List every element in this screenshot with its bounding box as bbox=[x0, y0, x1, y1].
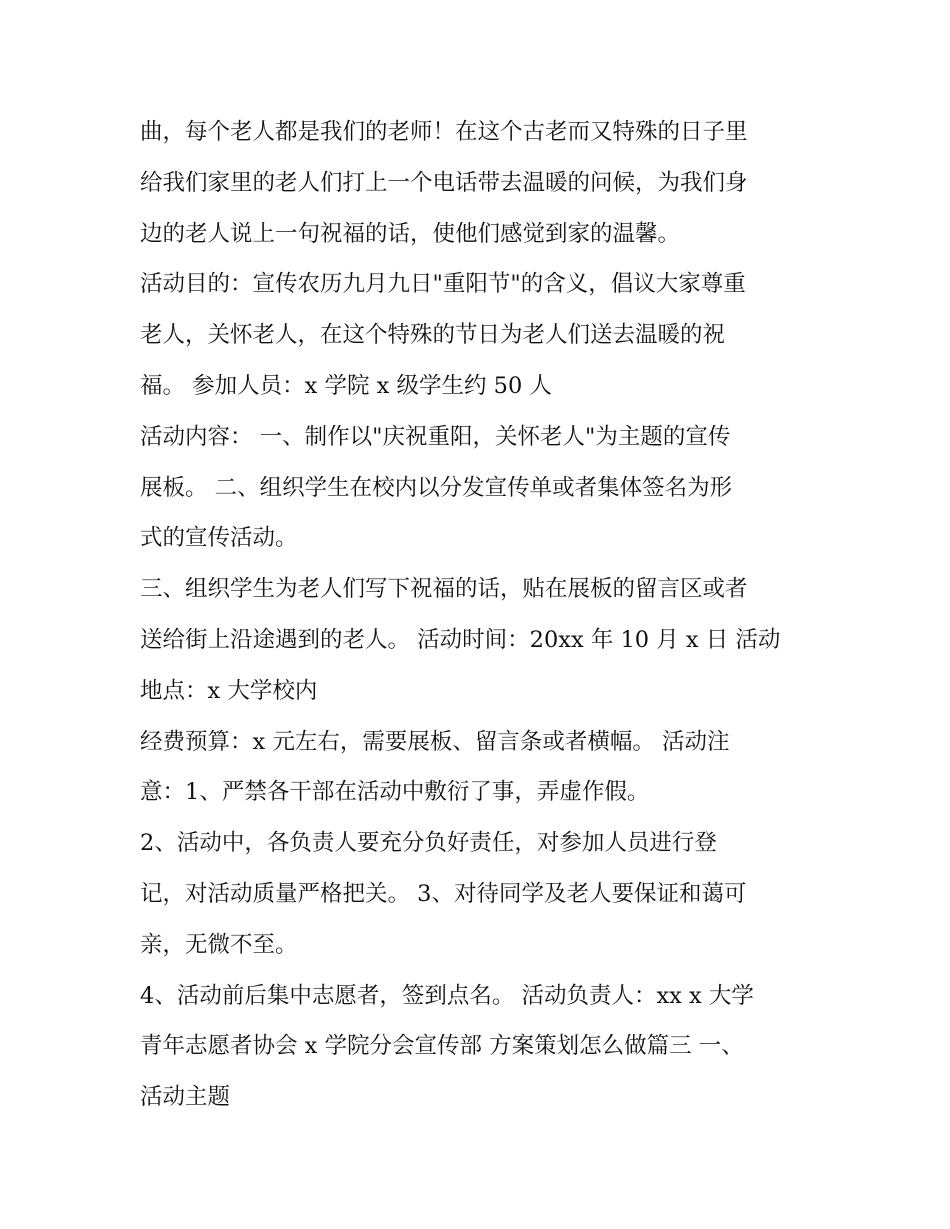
text-line: 给我们家里的老人们打上一个电话带去温暖的问候，为我们身 bbox=[140, 169, 748, 196]
text-line: 边的老人说上一句祝福的话，使他们感觉到家的温馨。 bbox=[140, 220, 681, 247]
text-line: 2、活动中，各负责人要充分负好责任，对参加人员进行登 bbox=[140, 830, 717, 857]
text-line: 老人，关怀老人，在这个特殊的节日为老人们送去温暖的祝 bbox=[140, 322, 726, 349]
text-line: 式的宣传活动。 bbox=[140, 525, 298, 552]
text-line: 展板。 二、组织学生在校内以分发宣传单或者集体签名为形 bbox=[140, 474, 733, 501]
text-line: 送给街上沿途遇到的老人。 活动时间：20xx 年 10 月 x 日 活动 bbox=[140, 626, 781, 653]
text-line: 青年志愿者协会 x 学院分会宣传部 方案策划怎么做篇三 一、 bbox=[140, 1033, 744, 1060]
document-body bbox=[140, 107, 830, 1123]
text-line: 亲，无微不至。 bbox=[140, 931, 298, 958]
text-line: 地点：x 大学校内 bbox=[140, 677, 318, 704]
text-line: 4、活动前后集中志愿者，签到点名。 活动负责人：xx x 大学 bbox=[140, 982, 754, 1009]
text-line: 活动目的：宣传农历九月九日"重阳节"的含义，倡议大家尊重 bbox=[140, 271, 746, 298]
text-line: 意：1、严禁各干部在活动中敷衍了事，弄虚作假。 bbox=[140, 779, 650, 806]
text-line: 记，对活动质量严格把关。 3、对待同学及老人要保证和蔼可 bbox=[140, 880, 747, 907]
text-line: 三、组织学生为老人们写下祝福的话，贴在展板的留言区或者 bbox=[140, 576, 748, 603]
text-line: 曲，每个老人都是我们的老师！在这个古老而又特殊的日子里 bbox=[140, 119, 748, 145]
text-line: 经费预算：x 元左右，需要展板、留言条或者横幅。 活动注 bbox=[140, 728, 730, 755]
text-line: 活动主题 bbox=[140, 1084, 231, 1111]
text-line: 活动内容： 一、制作以"庆祝重阳，关怀老人"为主题的宣传 bbox=[140, 423, 731, 450]
text-line: 福。 参加人员：x 学院 x 级学生约 50 人 bbox=[140, 372, 552, 399]
